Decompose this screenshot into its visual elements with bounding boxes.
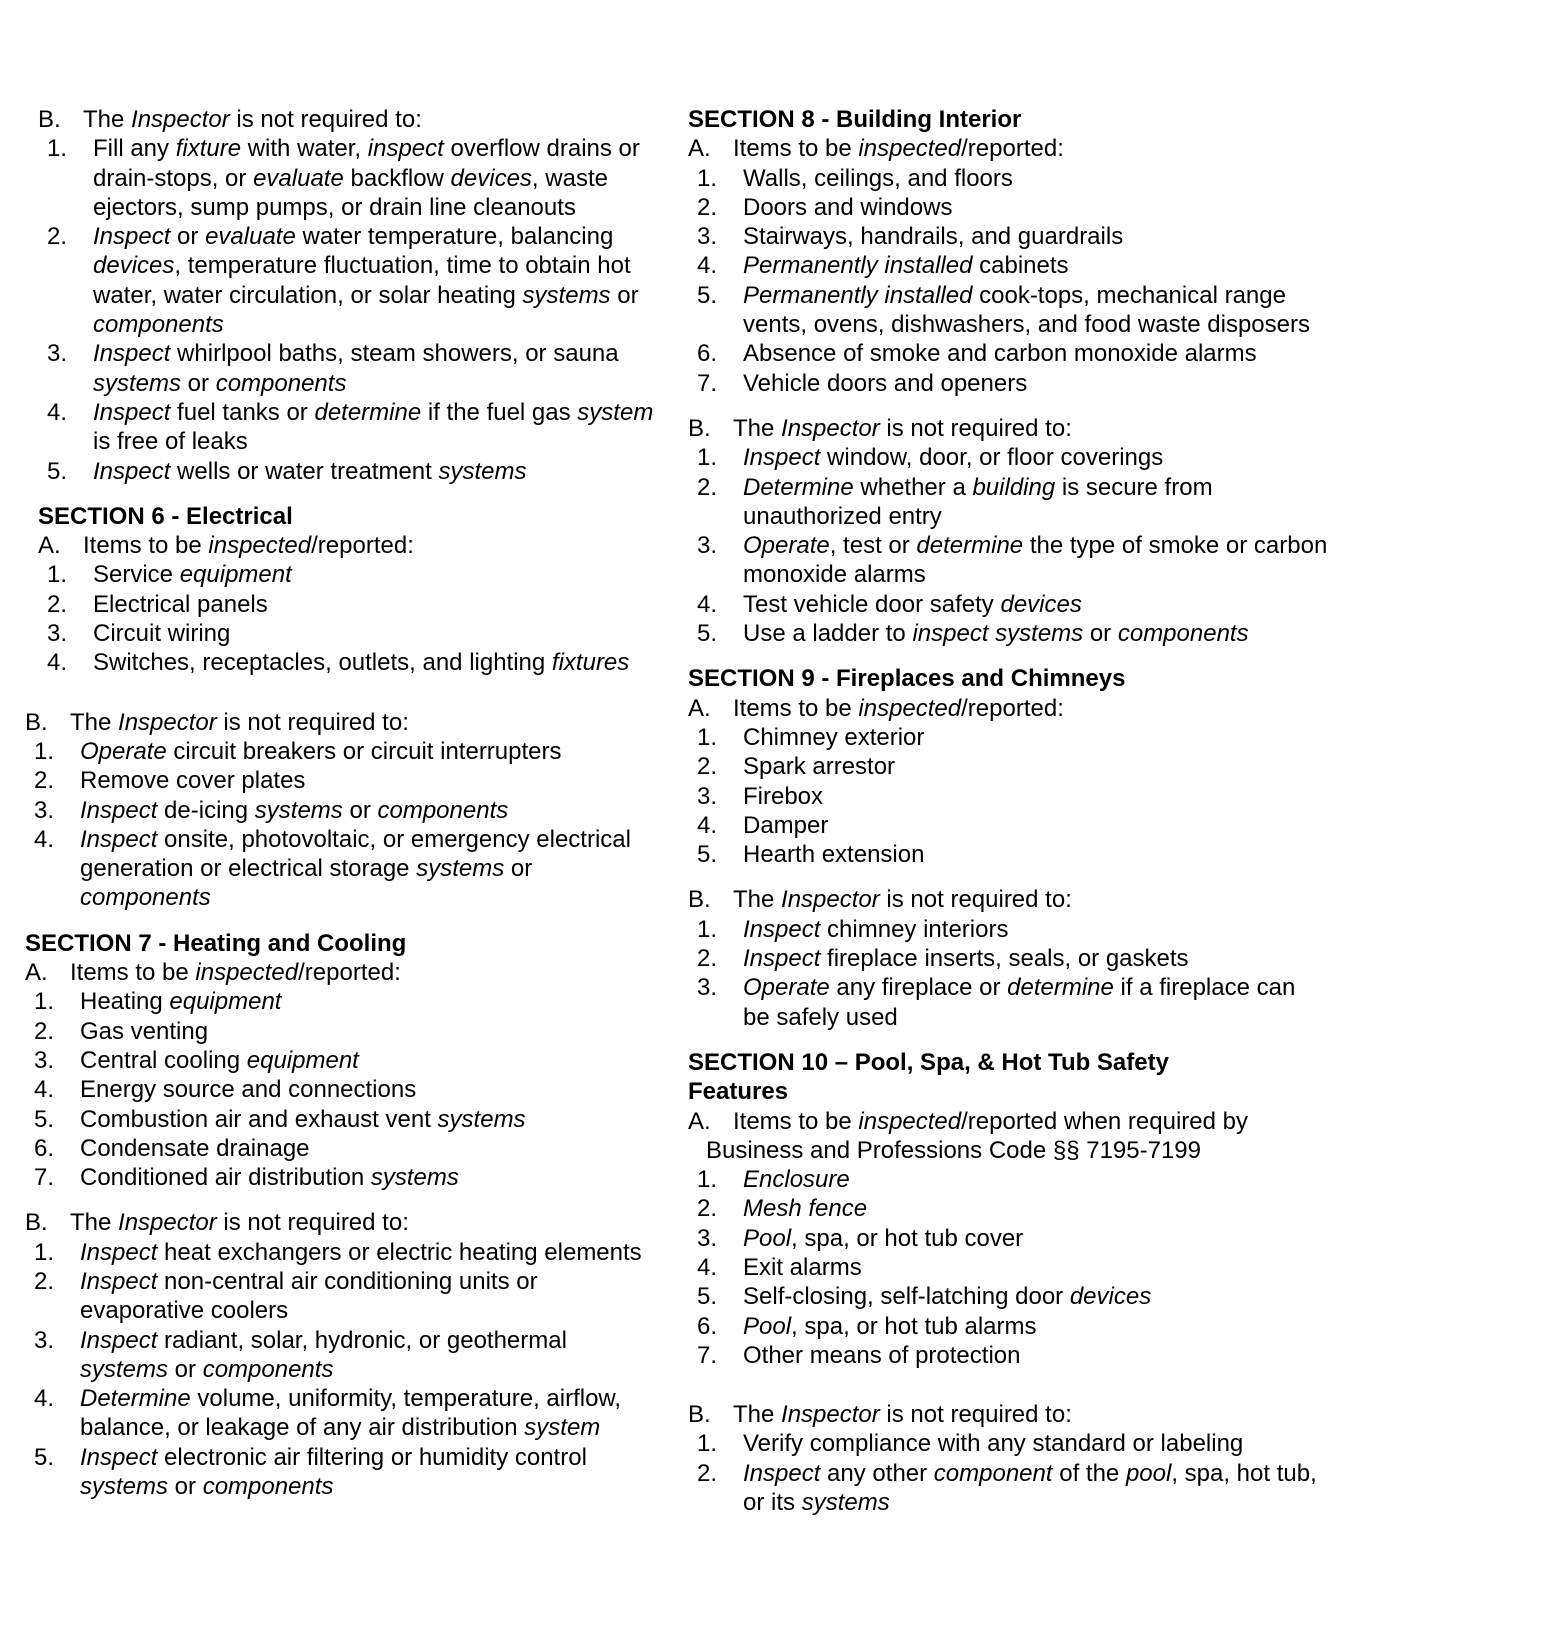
list-item-number: 1.: [697, 915, 718, 943]
list-item-number: 1.: [697, 1430, 718, 1458]
section-6-a-heading: [38, 531, 658, 560]
list-item: [688, 1341, 1328, 1370]
list-item-number: 5.: [697, 1283, 718, 1311]
list-item-text: Inspect any other component of the pool, spa, hot tub, or its systems: [743, 1459, 1317, 1517]
plumbing-not-required-heading: [38, 105, 658, 134]
list-item-number: 5.: [697, 620, 718, 648]
list-item: [688, 1312, 1328, 1341]
list-letter: B.: [25, 708, 48, 736]
heading-text: The Inspector is not required to:: [733, 886, 1072, 914]
list-item-text: Circuit wiring: [93, 620, 231, 648]
list-item-number: 7.: [697, 369, 718, 397]
list-item: [25, 737, 658, 766]
section-7-b-list: [25, 1238, 658, 1502]
list-item: [25, 796, 658, 825]
list-item-number: 1.: [697, 723, 718, 751]
list-item: [25, 987, 658, 1016]
list-item-text: Inspect non-central air conditioning units or evaporative coolers: [80, 1267, 538, 1325]
section-9-a-heading: [688, 694, 1328, 723]
list-item: [688, 281, 1328, 340]
list-item: [688, 164, 1328, 193]
list-item: [688, 973, 1328, 1032]
list-item-number: 2.: [34, 1017, 55, 1045]
list-item: [688, 339, 1328, 368]
section-6-b-heading: [25, 708, 658, 737]
list-item-number: 1.: [697, 164, 718, 192]
list-item-text: Inspect fuel tanks or determine if the fuel gas system is free of leaks: [93, 398, 654, 456]
heading-text: The Inspector is not required to:: [733, 414, 1072, 442]
list-item: [25, 766, 658, 795]
list-item: [38, 134, 658, 222]
list-item-number: 2.: [697, 193, 718, 221]
right-column: [688, 105, 1328, 1517]
list-item: [38, 648, 658, 677]
list-item-number: 4.: [34, 1076, 55, 1104]
heading-text: The Inspector is not required to:: [70, 1209, 409, 1237]
list-item-number: 4.: [697, 590, 718, 618]
list-item: [38, 560, 658, 589]
list-item-text: Mesh fence: [743, 1195, 868, 1223]
list-letter: A.: [688, 694, 711, 722]
list-item-text: Use a ladder to inspect systems or components: [743, 620, 1249, 648]
list-item: [688, 840, 1328, 869]
list-item-number: 5.: [34, 1105, 55, 1133]
list-item-text: Absence of smoke and carbon monoxide alarms: [743, 340, 1257, 368]
list-item-text: Pool, spa, or hot tub cover: [743, 1224, 1024, 1252]
list-item: [38, 398, 658, 457]
list-item-number: 4.: [697, 252, 718, 280]
list-item-text: Condensate drainage: [80, 1134, 310, 1162]
list-letter: B.: [38, 106, 61, 133]
list-item-text: Inspect or evaluate water temperature, balancing devices, temperature fluctuation, time to obtain hot water, water circulation, or solar heating systems or components: [93, 223, 639, 339]
list-item-number: 1.: [34, 1238, 55, 1266]
list-item-text: Verify compliance with any standard or labeling: [743, 1430, 1244, 1458]
list-item-text: Test vehicle door safety devices: [743, 590, 1082, 618]
list-item-text: Gas venting: [80, 1017, 209, 1045]
plumbing-not-required-list: [38, 134, 658, 486]
section-6-b-list: [25, 737, 658, 913]
list-item: [25, 1163, 658, 1192]
list-item: [25, 1046, 658, 1075]
list-item: [25, 1443, 658, 1502]
section-8-a-list: [688, 164, 1328, 398]
list-item: [688, 811, 1328, 840]
list-item-number: 1.: [47, 135, 68, 163]
heading-text: Items to be inspected/reported:: [70, 959, 401, 987]
list-letter: A.: [25, 959, 48, 987]
list-item-text: Inspect whirlpool baths, steam showers, or sauna systems or components: [93, 340, 619, 397]
list-item-text: Doors and windows: [743, 193, 953, 221]
list-letter: A.: [688, 1107, 711, 1135]
list-item: [688, 915, 1328, 944]
list-item-text: Determine volume, uniformity, temperature, airflow, balance, or leakage of any air distribution system: [80, 1385, 622, 1442]
heading-text: Items to be inspected/reported:: [83, 532, 414, 560]
list-item-number: 3.: [47, 620, 68, 648]
section-10-b-list: [688, 1429, 1328, 1517]
list-item-number: 4.: [697, 1253, 718, 1281]
list-item-text: Energy source and connections: [80, 1076, 417, 1104]
list-item-text: Determine whether a building is secure from unauthorized entry: [743, 473, 1213, 530]
list-letter: B.: [25, 1209, 48, 1237]
list-item: [25, 825, 658, 913]
list-item-number: 2.: [47, 223, 68, 251]
list-item-text: Inspect window, door, or floor coverings: [743, 444, 1164, 472]
list-item: [688, 1253, 1328, 1282]
section-7-a-heading: [25, 958, 658, 987]
list-item: [25, 1326, 658, 1385]
list-item-number: 5.: [34, 1443, 55, 1471]
list-item-text: Firebox: [743, 782, 824, 810]
list-item-number: 3.: [34, 1326, 55, 1354]
list-item: [688, 1429, 1328, 1458]
list-item-text: Stairways, handrails, and guardrails: [743, 223, 1124, 251]
list-item: [688, 473, 1328, 532]
heading-text: The Inspector is not required to:: [70, 708, 409, 736]
list-item: [38, 590, 658, 619]
section-8-title: SECTION 8 - Building Interior: [688, 106, 1022, 133]
list-item: [38, 339, 658, 398]
list-item-number: 1.: [34, 737, 55, 765]
list-item-text: Operate circuit breakers or circuit interrupters: [80, 737, 562, 765]
section-6-title: SECTION 6 - Electrical: [38, 502, 293, 530]
heading-text: Items to be inspected/reported:: [733, 135, 1064, 163]
section-10-a-heading: [688, 1107, 1328, 1136]
list-item-text: Switches, receptacles, outlets, and lighting fixtures: [93, 649, 630, 677]
list-item: [688, 1224, 1328, 1253]
section-6-a-list: [38, 560, 658, 677]
list-item-number: 2.: [697, 945, 718, 973]
section-10-a-list: [688, 1165, 1328, 1370]
list-item-text: Inspect wells or water treatment systems: [93, 457, 527, 485]
section-8-b-list: [688, 443, 1328, 648]
list-item: [688, 723, 1328, 752]
list-item-text: Pool, spa, or hot tub alarms: [743, 1312, 1037, 1340]
list-item-number: 5.: [697, 281, 718, 309]
list-item-text: Fill any fixture with water, inspect overflow drains or drain-stops, or evaluate backflow devices, waste ejectors, sump pumps, or drain line cleanouts: [93, 135, 640, 221]
section-9-b-heading: [688, 885, 1328, 914]
section-9-a-list: [688, 723, 1328, 869]
list-item: [25, 1017, 658, 1046]
section-8-b-heading: [688, 414, 1328, 443]
list-item-number: 2.: [697, 1195, 718, 1223]
list-item-number: 7.: [697, 1341, 718, 1369]
list-item-number: 4.: [697, 811, 718, 839]
list-letter: B.: [688, 886, 711, 914]
section-8-a-heading: [688, 134, 1328, 163]
list-letter: A.: [688, 135, 711, 163]
list-item-text: Electrical panels: [93, 590, 268, 618]
list-letter: B.: [688, 1401, 711, 1429]
list-item-number: 2.: [34, 1267, 55, 1295]
list-item: [688, 251, 1328, 280]
list-item-number: 3.: [34, 1046, 55, 1074]
list-item: [688, 443, 1328, 472]
list-item-text: Combustion air and exhaust vent systems: [80, 1105, 526, 1133]
list-item-number: 3.: [697, 782, 718, 810]
list-item: [688, 222, 1328, 251]
list-item-text: Vehicle doors and openers: [743, 369, 1028, 397]
section-7-title: SECTION 7 - Heating and Cooling: [25, 929, 407, 957]
list-item-number: 7.: [34, 1164, 55, 1192]
list-item-number: 4.: [47, 398, 68, 426]
list-item-text: Inspect de-icing systems or components: [80, 796, 509, 824]
list-item-number: 4.: [47, 649, 68, 677]
list-item: [25, 1384, 658, 1443]
list-item-text: Spark arrestor: [743, 753, 896, 781]
list-item-number: 2.: [697, 1459, 718, 1487]
list-item-text: Heating equipment: [80, 988, 282, 1016]
list-item-text: Chimney exterior: [743, 723, 925, 751]
list-item-text: Inspect heat exchangers or electric heating elements: [80, 1238, 642, 1266]
section-9-b-list: [688, 915, 1328, 1032]
list-item-text: Central cooling equipment: [80, 1046, 359, 1074]
list-item-number: 1.: [697, 1166, 718, 1194]
list-item: [688, 1459, 1328, 1518]
list-item: [38, 457, 658, 486]
list-item-number: 2.: [34, 767, 55, 795]
heading-text: The Inspector is not required to:: [733, 1401, 1072, 1429]
list-item: [688, 944, 1328, 973]
section-10-a-heading-continued: Business and Professions Code §§ 7195-7199: [706, 1136, 1201, 1164]
list-item-text: Service equipment: [93, 561, 292, 589]
list-item-number: 3.: [697, 974, 718, 1002]
list-item: [688, 782, 1328, 811]
list-item-text: Self-closing, self-latching door devices: [743, 1283, 1152, 1311]
list-item: [688, 1282, 1328, 1311]
list-item-text: Inspect electronic air filtering or humidity control systems or components: [80, 1443, 587, 1501]
list-item-number: 6.: [697, 340, 718, 368]
list-item-number: 1.: [697, 444, 718, 472]
list-item-text: Inspect chimney interiors: [743, 915, 1009, 943]
list-item-text: Exit alarms: [743, 1253, 862, 1281]
section-7-b-heading: [25, 1208, 658, 1237]
list-item-text: Permanently installed cabinets: [743, 252, 1069, 280]
list-item-text: Inspect onsite, photovoltaic, or emergency electrical generation or electrical storage systems or components: [80, 825, 631, 912]
list-item: [25, 1075, 658, 1104]
list-item: [25, 1105, 658, 1134]
left-column: [25, 105, 658, 1501]
list-item-text: Walls, ceilings, and floors: [743, 164, 1013, 192]
list-item: [688, 1165, 1328, 1194]
list-item-number: 2.: [697, 753, 718, 781]
list-item-number: 6.: [697, 1312, 718, 1340]
list-item: [688, 752, 1328, 781]
list-item-number: 1.: [47, 561, 68, 589]
section-9-title: SECTION 9 - Fireplaces and Chimneys: [688, 665, 1126, 693]
list-item: [688, 590, 1328, 619]
list-item-number: 3.: [34, 796, 55, 824]
list-item: [688, 193, 1328, 222]
section-7-a-list: [25, 987, 658, 1192]
heading-text: The Inspector is not required to:: [83, 106, 422, 133]
list-item-text: Remove cover plates: [80, 767, 306, 795]
list-item-text: Conditioned air distribution systems: [80, 1164, 459, 1192]
list-item-text: Operate, test or determine the type of smoke or carbon monoxide alarms: [743, 532, 1328, 589]
list-item: [688, 531, 1328, 590]
list-item-number: 6.: [34, 1134, 55, 1162]
list-item-number: 5.: [47, 457, 68, 485]
list-letter: B.: [688, 414, 711, 442]
list-item: [25, 1134, 658, 1163]
list-item-text: Inspect radiant, solar, hydronic, or geothermal systems or components: [80, 1326, 567, 1383]
list-item-text: Inspect fireplace inserts, seals, or gaskets: [743, 945, 1189, 973]
list-item-number: 4.: [34, 1385, 55, 1413]
list-item: [688, 369, 1328, 398]
list-item-text: Other means of protection: [743, 1341, 1021, 1369]
list-item: [25, 1267, 658, 1326]
list-item: [25, 1238, 658, 1267]
list-item-number: 2.: [697, 473, 718, 501]
list-item: [38, 619, 658, 648]
heading-text: Items to be inspected/reported when required by: [733, 1107, 1248, 1135]
list-item-number: 5.: [697, 841, 718, 869]
list-item-text: Enclosure: [743, 1166, 850, 1194]
list-item: [38, 222, 658, 339]
list-item-number: 2.: [47, 590, 68, 618]
heading-text: Items to be inspected/reported:: [733, 694, 1064, 722]
list-item: [688, 619, 1328, 648]
list-letter: A.: [38, 532, 61, 560]
list-item-number: 3.: [697, 532, 718, 560]
list-item: [688, 1194, 1328, 1223]
list-item-number: 3.: [697, 1224, 718, 1252]
section-10-b-heading: [688, 1400, 1328, 1429]
list-item-number: 4.: [34, 825, 55, 853]
list-item-number: 3.: [697, 223, 718, 251]
list-item-text: Hearth extension: [743, 841, 925, 869]
list-item-number: 3.: [47, 340, 68, 368]
list-item-text: Permanently installed cook-tops, mechanical range vents, ovens, dishwashers, and food waste disposers: [743, 281, 1310, 339]
list-item-text: Operate any fireplace or determine if a fireplace can be safely used: [743, 974, 1296, 1031]
section-10-title: SECTION 10 – Pool, Spa, & Hot Tub Safety Features: [688, 1048, 1169, 1106]
list-item-text: Damper: [743, 811, 829, 839]
list-item-number: 1.: [34, 988, 55, 1016]
